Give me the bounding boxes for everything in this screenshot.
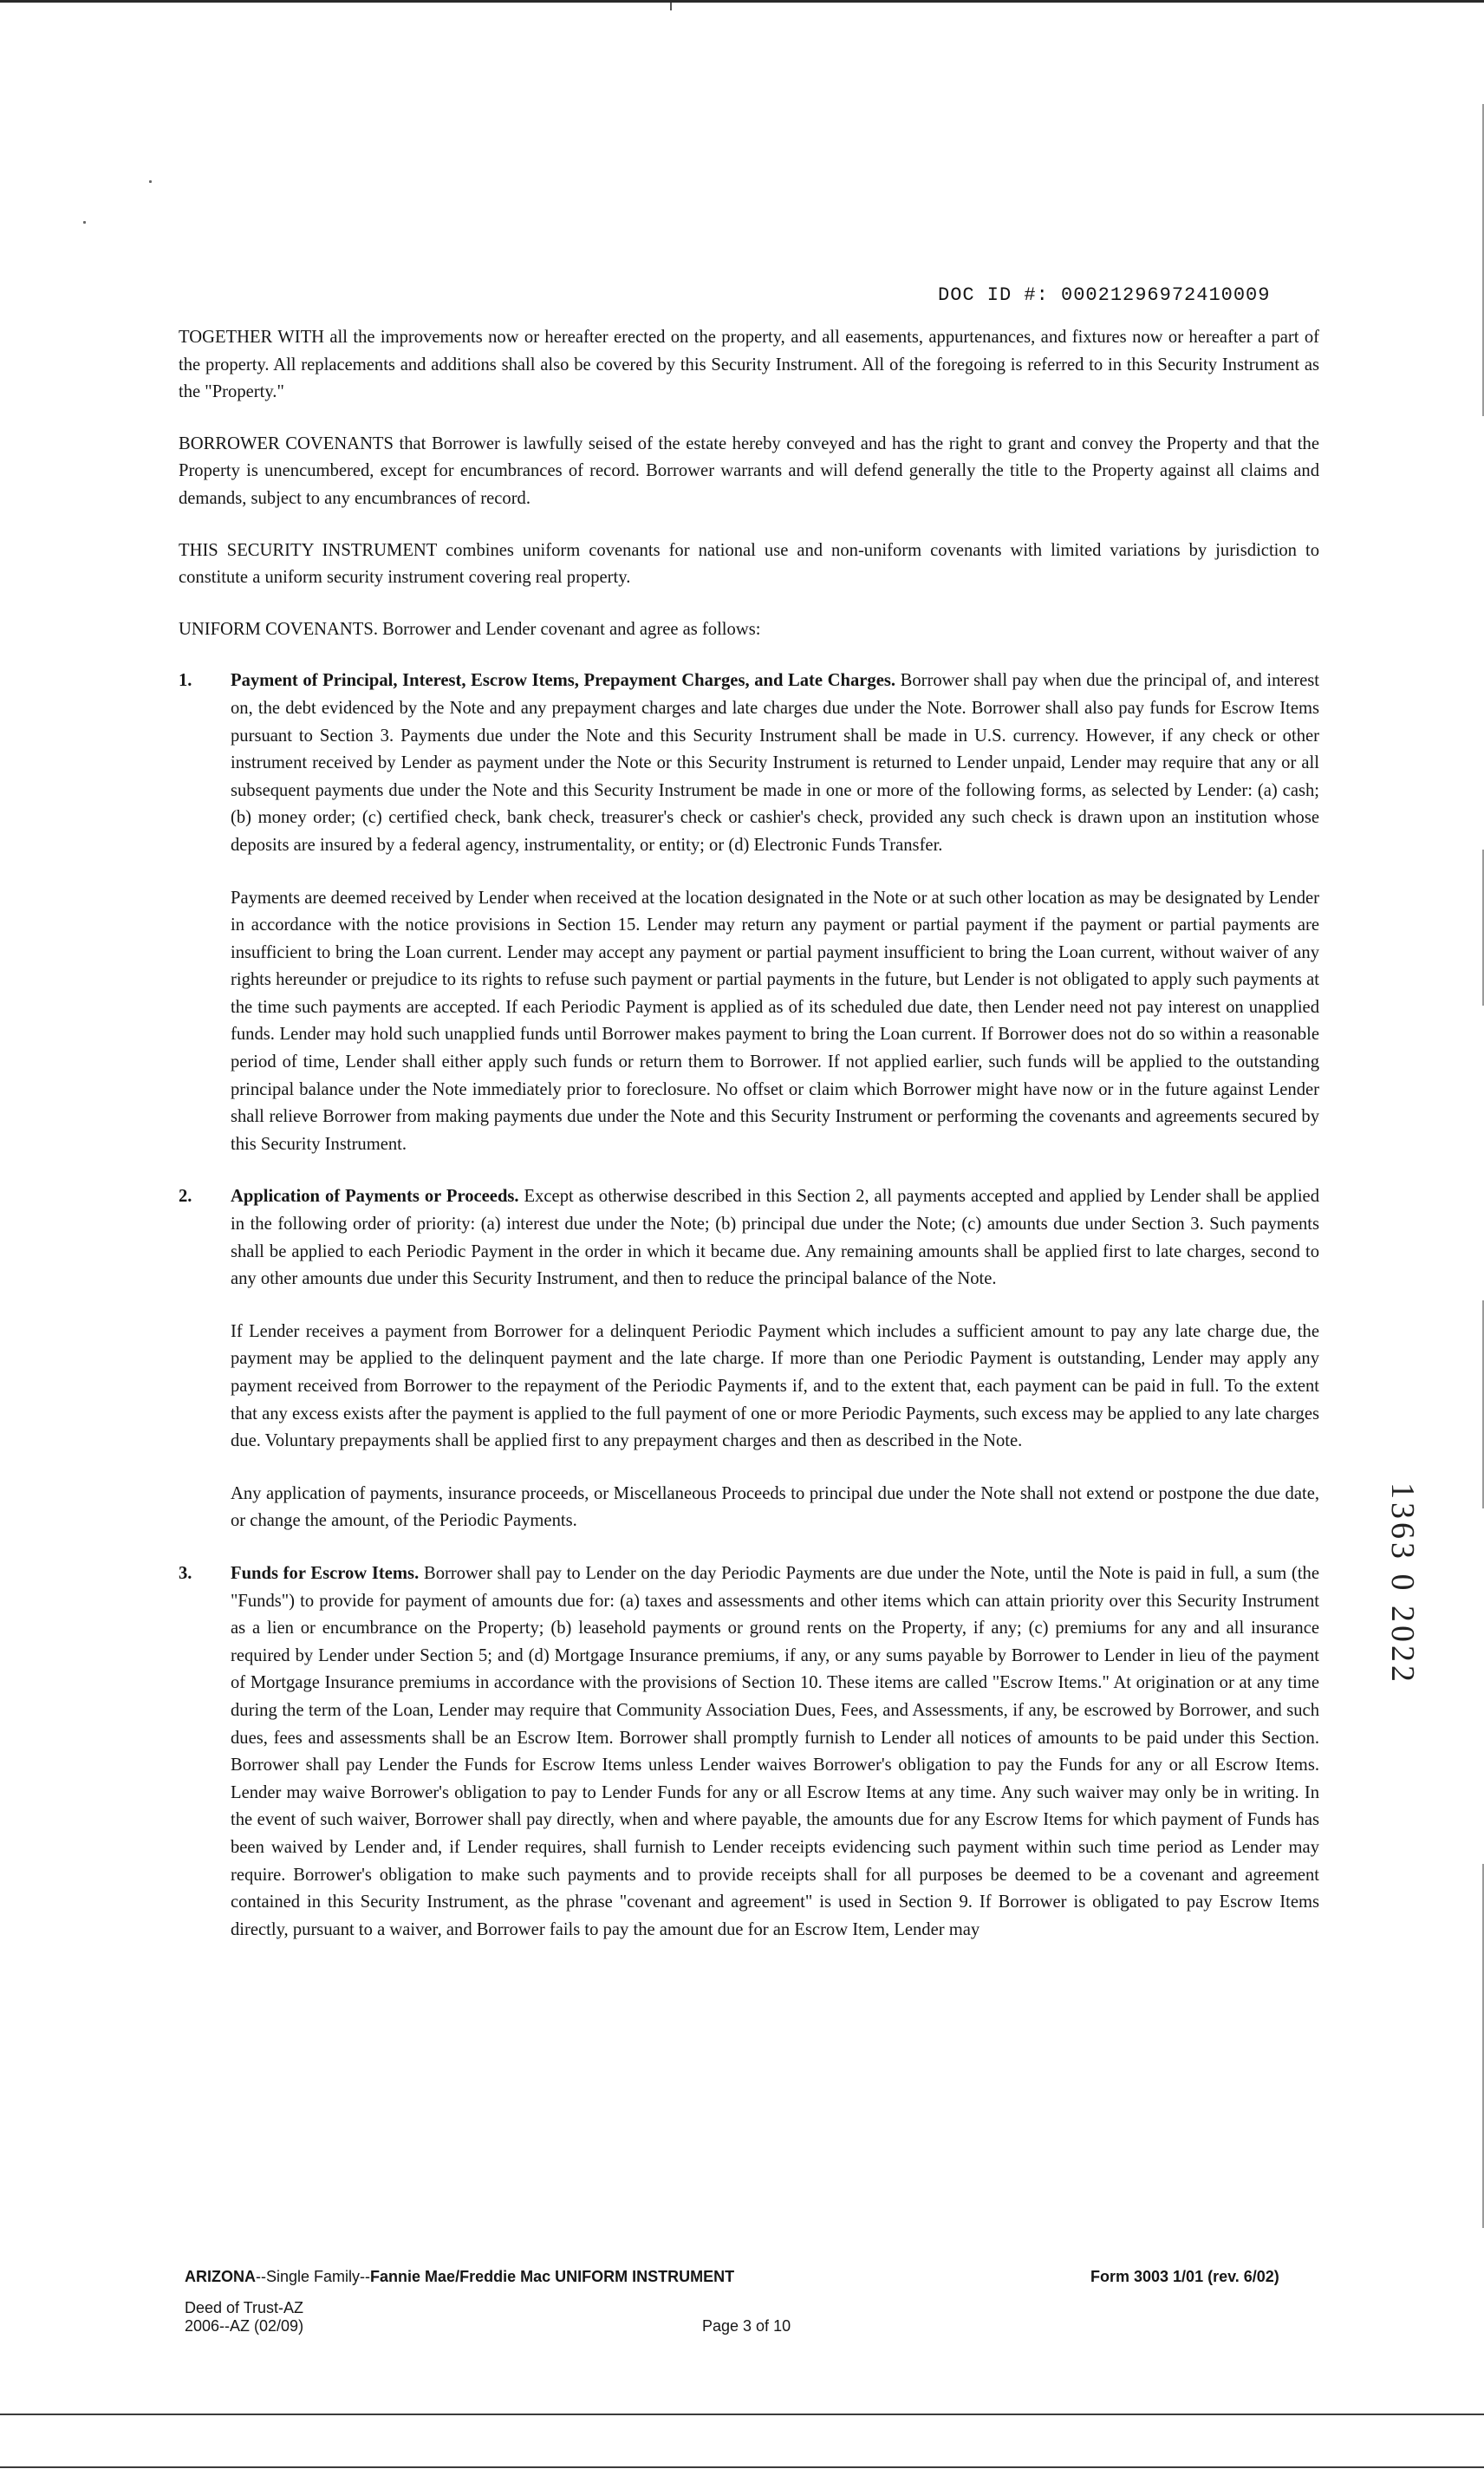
recording-margin-stamp: 1363 0 2022 bbox=[1384, 1482, 1421, 1685]
section-2 bbox=[179, 1183, 1319, 1535]
section-lead-paragraph bbox=[231, 668, 1319, 859]
footer-instrument: Fannie Mae/Freddie Mac UNIFORM INSTRUMENT bbox=[370, 2268, 735, 2285]
uniform-covenants-heading: UNIFORM COVENANTS. Borrower and Lender covenant and agree as follows: bbox=[179, 619, 761, 639]
footer-form-number: Form 3003 1/01 (rev. 6/02) bbox=[1090, 2268, 1279, 2285]
section-lead-text: Borrower shall pay when due the principal of, and interest on, the debt evidenced by the Note and any prepayment charges and late charges due under the Note. Borrower shall also pay funds for Escrow Items pursuant to Section 3. Payments due under the Note and this Security Instrument shall be made in U.S. currency. However, if any check or other instrument received by Lender as payment under the Note or this Security Instrument is returned to Lender unpaid, Lender may require that any or all subsequent payments due under the Note and this Security Instrument be made in one or more of the following forms, as selected by Lender: (a) cash; (b) money order; (c) certified check, bank check, treasurer's check or cashier's check, provided any such check is drawn upon an institution whose deposits are insured by a federal agency, instrumentality, or entity; or (d) Electronic Funds Transfer. bbox=[231, 671, 1319, 855]
document-body bbox=[179, 324, 1319, 1969]
scan-speck bbox=[149, 180, 152, 183]
section-heading: Funds for Escrow Items. bbox=[231, 1563, 420, 1583]
doc-id: DOC ID #: 00021296972410009 bbox=[938, 284, 1271, 306]
footer-family-type: Single Family bbox=[266, 2268, 361, 2285]
section-3 bbox=[179, 1560, 1319, 1944]
footer-separator: -- bbox=[256, 2268, 266, 2285]
together-with-paragraph: TOGETHER WITH all the improvements now or hereafter erected on the property, and all easements, appurtenances, and fixtures now or hereafter a part of the property. All replacements and additions shall also be covered by this Security Instrument. All of the foregoing is referred to in this Security Instrument as the "Property." bbox=[179, 328, 1319, 402]
page-number: Page 3 of 10 bbox=[702, 2317, 791, 2335]
bottom-border-line bbox=[0, 2414, 1484, 2415]
section-number: 3. bbox=[179, 1563, 192, 1583]
footer-instrument-line bbox=[185, 2268, 734, 2286]
top-border-line bbox=[0, 0, 1484, 3]
bottom-border-line bbox=[0, 2466, 1484, 2468]
section-heading: Application of Payments or Proceeds. bbox=[231, 1187, 519, 1207]
section-number: 1. bbox=[179, 671, 192, 691]
section-lead-paragraph bbox=[231, 1560, 1319, 1944]
section-lead-paragraph bbox=[231, 1183, 1319, 1293]
section-number: 2. bbox=[179, 1187, 192, 1207]
section-paragraph: Payments are deemed received by Lender when received at the location designated in the Note or at such other location as may be designated by Lender in accordance with the notice provisions in Section 15. Lender may return any payment or partial payment if the payment or partial payments are insufficient to bring the Loan current. Lender may accept any payment or partial payment insufficient to bring the Loan current, without waiver of any rights hereunder or prejudice to its rights to refuse such payment or partial payments in the future, but Lender is not obligated to apply such payments at the time such payments are accepted. If each Periodic Payment is applied as of its scheduled due date, then Lender need not pay interest on unapplied funds. Lender may hold such unapplied funds until Borrower makes payment to bring the Loan current. If Borrower does not do so within a reasonable period of time, Lender shall either apply such funds or return them to Borrower. If not applied earlier, such funds will be applied to the outstanding principal balance under the Note immediately prior to foreclosure. No offset or claim which Borrower might have now or in the future against Lender shall relieve Borrower from making payments due under the Note and this Security Instrument or performing the covenants and agreements secured by this Security Instrument. bbox=[231, 888, 1319, 1154]
section-heading: Payment of Principal, Interest, Escrow Items, Prepayment Charges, and Late Charges. bbox=[231, 671, 896, 691]
section-1 bbox=[179, 668, 1319, 1158]
footer-doc-type: Deed of Trust-AZ bbox=[185, 2299, 304, 2316]
scan-speck bbox=[83, 221, 86, 224]
footer-state: ARIZONA bbox=[185, 2268, 256, 2285]
top-border-tick bbox=[670, 3, 672, 10]
section-paragraph: Any application of payments, insurance proceeds, or Miscellaneous Proceeds to principal due under the Note shall not extend or postpone the due date, or change the amount, of the Periodic Payments. bbox=[231, 1483, 1319, 1531]
security-instrument-paragraph: THIS SECURITY INSTRUMENT combines uniform covenants for national use and non-uniform covenants with limited variations by jurisdiction to constitute a uniform security instrument covering real property. bbox=[179, 540, 1319, 588]
footer-doc-version: 2006--AZ (02/09) bbox=[185, 2317, 304, 2335]
footer-separator: -- bbox=[360, 2268, 371, 2285]
borrower-covenants-paragraph: BORROWER COVENANTS that Borrower is lawfully seised of the estate hereby conveyed and has the right to grant and convey the Property and that the Property is unencumbered, except for encumbrances of record. Borrower warrants and will defend generally the title to the Property against all claims and demands, subject to any encumbrances of record. bbox=[179, 433, 1319, 508]
section-lead-text: Borrower shall pay to Lender on the day Periodic Payments are due under the Note, until the Note is paid in full, a sum (the "Funds") to provide for payment of amounts due for: (a) taxes and assessments and other items which can attain priority over this Security Instrument as a lien or encumbrance on the Property; (b) leasehold payments or ground rents on the Property, if any; (c) premiums for any and all insurance required by Lender under Section 5; and (d) Mortgage Insurance premiums, if any, or any sums payable by Borrower to Lender in lieu of the payment of Mortgage Insurance premiums in accordance with the provisions of Section 10. These items are called "Escrow Items." At origination or at any time during the term of the Loan, Lender may require that Community Association Dues, Fees, and Assessments, if any, be escrowed by Borrower, and such dues, fees and assessments shall be an Escrow Item. Borrower shall promptly furnish to Lender all notices of amounts to be paid under this Section. Borrower shall pay Lender the Funds for Escrow Items unless Lender waives Borrower's obligation to pay the Funds for any or all Escrow Items. Lender may waive Borrower's obligation to pay to Lender Funds for any or all Escrow Items at any time. Any such waiver may only be in writing. In the event of such waiver, Borrower shall pay directly, when and where payable, the amounts due for any Escrow Items for which payment of Funds has been waived by Lender and, if Lender requires, shall furnish to Lender receipts evidencing such payment within such time period as Lender may require. Borrower's obligation to make such payments and to provide receipts shall for all purposes be deemed to be a covenant and agreement contained in this Security Instrument, as the phrase "covenant and agreement" is used in Section 9. If Borrower is obligated to pay Escrow Items directly, pursuant to a waiver, and Borrower fails to pay the amount due for an Escrow Item, Lender may bbox=[231, 1563, 1319, 1939]
section-paragraph: If Lender receives a payment from Borrower for a delinquent Periodic Payment which includes a sufficient amount to pay any late charge due, the payment may be applied to the delinquent payment and the late charge. If more than one Periodic Payment is outstanding, Lender may apply any payment received from Borrower to the repayment of the Periodic Payments if, and to the extent that, each payment can be paid in full. To the extent that any excess exists after the payment is applied to the full payment of one or more Periodic Payments, such excess may be applied to any late charges due. Voluntary prepayments shall be applied first to any prepayment charges and then as described in the Note. bbox=[231, 1321, 1319, 1451]
section-lead-text: Except as otherwise described in this Section 2, all payments accepted and applied by Lender shall be applied in the following order of priority: (a) interest due under the Note; (b) principal due under the Note; (c) amounts due under Section 3. Such payments shall be applied to each Periodic Payment in the order in which it became due. Any remaining amounts shall be applied first to late charges, second to any other amounts due under this Security Instrument, and then to reduce the principal balance of the Note. bbox=[231, 1187, 1319, 1289]
